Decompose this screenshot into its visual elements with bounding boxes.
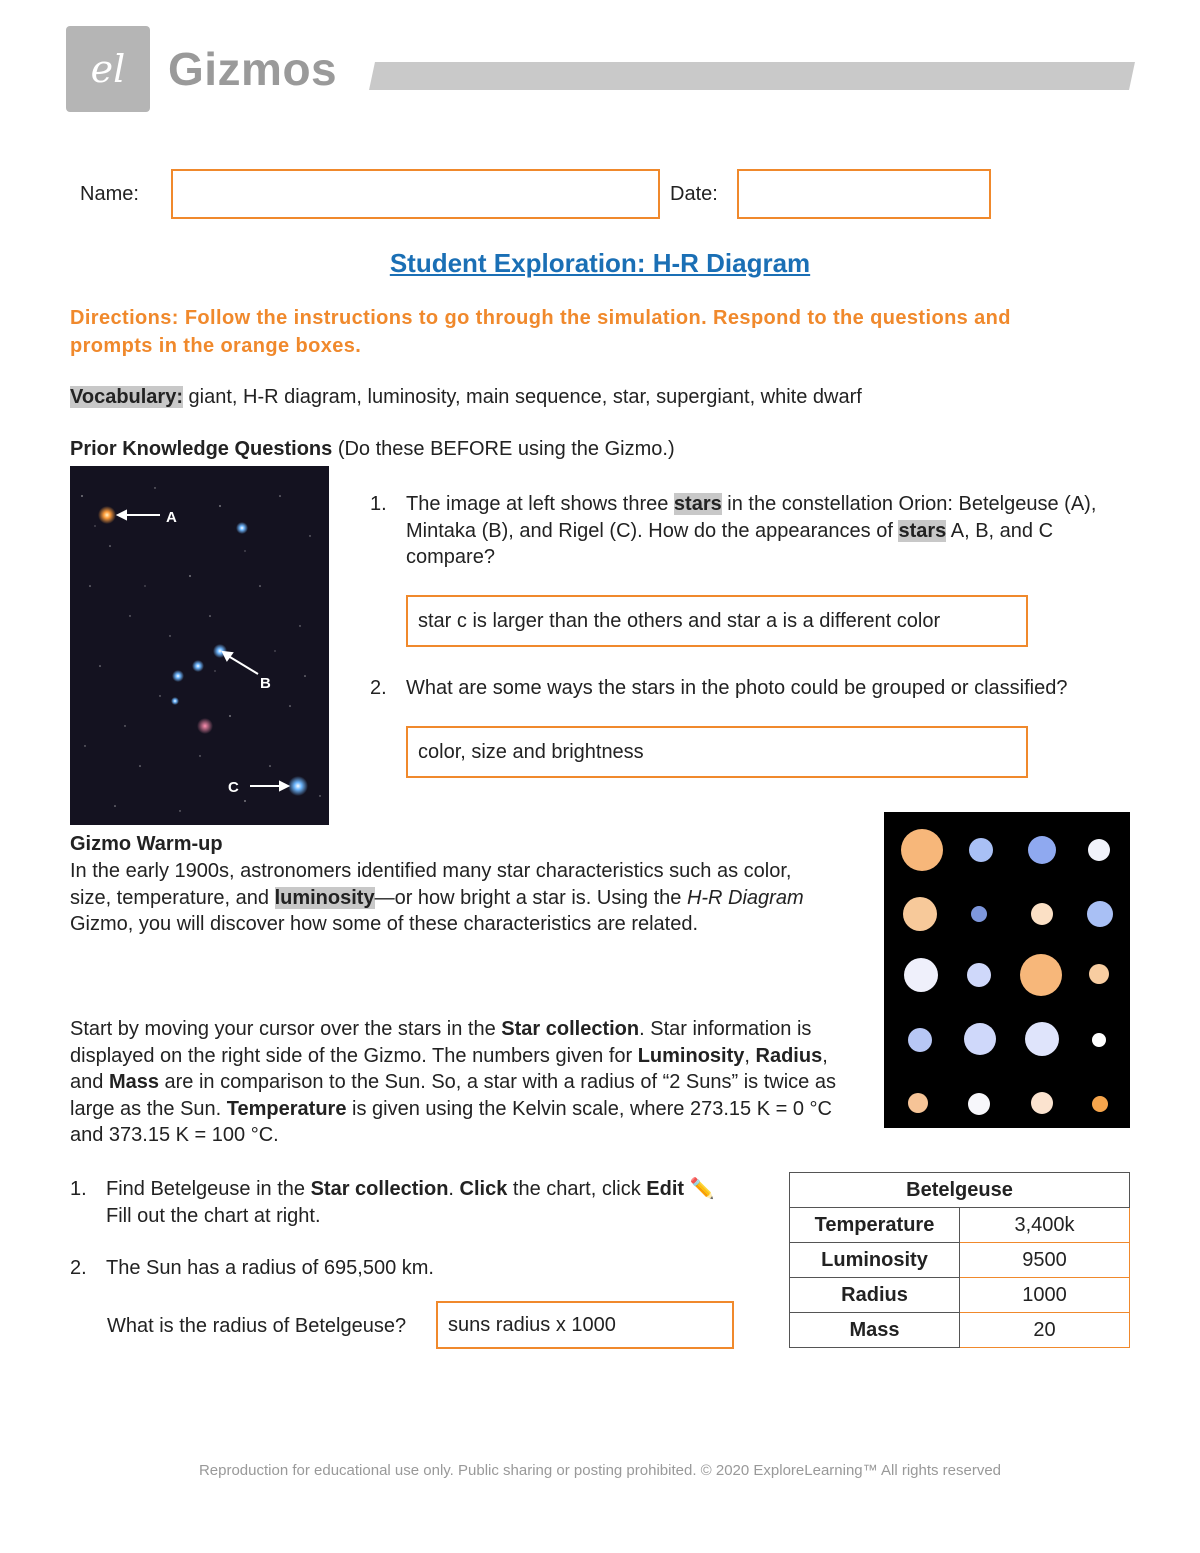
warmup-text: Gizmo, you will discover how some of these characteristics are related.: [70, 913, 699, 936]
step1-text-part: Find Betelgeuse in the: [106, 1178, 311, 1200]
table-value[interactable]: 20: [960, 1313, 1130, 1348]
footer: Reproduction for educational use only. Public sharing or posting prohibited. © 2020 ExploreLearning™ All rights reserved: [198, 1462, 1002, 1479]
star-dot: [971, 906, 987, 922]
star-dot: [1089, 964, 1109, 984]
warmup-text: . Star information is displayed on the right side of the Gizmo. The numbers given for: [70, 1018, 812, 1067]
star-dot: [1031, 903, 1053, 925]
header-bar: [369, 62, 1135, 90]
step1-bold: Edit: [646, 1178, 685, 1200]
table-row: [790, 1208, 1130, 1243]
star-dot: [901, 829, 943, 871]
step1-text-part: .: [448, 1178, 460, 1200]
step1-bold: Star collection: [310, 1178, 449, 1200]
orion-starfield: [70, 466, 329, 825]
warmup-paragraph-2: [70, 1016, 840, 1149]
step1-text: [106, 1176, 776, 1229]
q1-answer: star c is larger than the others and star a is a different color: [418, 610, 941, 632]
betelgeuse-table[interactable]: [789, 1172, 1130, 1348]
vocabulary-terms: giant, H-R diagram, luminosity, main sequence, star, supergiant, white dwarf: [183, 386, 862, 408]
table-label: Radius: [790, 1278, 960, 1313]
star-dot: [903, 897, 937, 931]
q1-highlight: stars: [673, 493, 722, 515]
warmup-text: ,: [744, 1044, 756, 1067]
warmup-bold: Star collection: [501, 1018, 640, 1040]
prior-note: (Do these BEFORE using the Gizmo.): [332, 438, 675, 460]
table-value[interactable]: 3,400k: [960, 1208, 1130, 1243]
table-row: [790, 1313, 1130, 1348]
table-row: [790, 1243, 1130, 1278]
star-dot: [1020, 954, 1062, 996]
q2-text: What are some ways the stars in the photo could be grouped or classified?: [406, 677, 1068, 699]
star-dot: [908, 1028, 932, 1052]
name-field[interactable]: [171, 169, 660, 219]
table-header-row: [790, 1173, 1130, 1208]
prior-heading: Prior Knowledge Questions: [70, 438, 333, 460]
q1-text-part: A, B, and C compare?: [406, 519, 1054, 569]
q2-answer: color, size and brightness: [418, 741, 644, 763]
star-dot: [967, 963, 991, 987]
star-dot: [1087, 901, 1113, 927]
star-dot: [964, 1023, 996, 1055]
warmup-text: —or how bright a star is. Using the: [374, 886, 687, 909]
table-title: Betelgeuse: [790, 1173, 1130, 1208]
date-field[interactable]: [737, 169, 991, 219]
logo-mark: el: [90, 47, 126, 91]
directions: Directions: Follow the instructions to go through the simulation. Respond to the questions and prompts in the orange boxes.: [70, 307, 1011, 357]
luminosity-highlight: luminosity: [274, 886, 375, 909]
warmup-heading: Gizmo Warm-up: [70, 833, 223, 855]
pencil-icon: ✏️: [689, 1178, 715, 1200]
warmup-text: , and: [70, 1044, 828, 1094]
table-value[interactable]: 1000: [960, 1278, 1130, 1313]
warmup-text: Start by moving your cursor over the stars in the: [70, 1018, 502, 1040]
table-value[interactable]: 9500: [960, 1243, 1130, 1278]
star-dot: [1025, 1022, 1059, 1056]
star-dot: [969, 838, 993, 862]
explorelearning-logo: [66, 26, 150, 112]
q1-text: [406, 491, 1130, 571]
star-collection-image: [884, 812, 1130, 1128]
step1-text-part: the chart, click: [507, 1178, 647, 1200]
step1-number: 1.: [70, 1178, 87, 1200]
star-label-c: C: [228, 779, 239, 796]
star-dot: [1088, 839, 1110, 861]
prior-knowledge: [70, 438, 1130, 461]
warmup-bold: Mass: [108, 1071, 159, 1094]
step2-answer: suns radius x 1000: [448, 1314, 616, 1336]
step2-number: 2.: [70, 1257, 87, 1279]
table-row: [790, 1278, 1130, 1313]
star-label-b: B: [260, 675, 271, 692]
warmup-text: is given using the Kelvin scale, where 273.15 K = 0 °C and 373.15 K = 100 °C.: [70, 1097, 832, 1147]
star-dot: [1092, 1033, 1106, 1047]
warmup-bold: Radius: [755, 1044, 823, 1067]
name-value: [173, 184, 183, 206]
warmup-bold: Luminosity: [637, 1044, 745, 1067]
table-label: Temperature: [790, 1208, 960, 1243]
step2-question: What is the radius of Betelgeuse?: [107, 1315, 407, 1337]
date-value: [739, 184, 749, 206]
orion-photo: [70, 466, 329, 825]
warmup-text: are in comparison to the Sun. So, a star with a radius of “2 Suns” is twice as large as the Sun.: [70, 1071, 836, 1120]
q2-number: 2.: [370, 677, 387, 699]
q2-answer-box[interactable]: [406, 726, 1028, 778]
table-label: Luminosity: [790, 1243, 960, 1278]
vocabulary: [70, 386, 1130, 409]
star-dot: [1028, 836, 1056, 864]
step1-bold: Click: [459, 1178, 508, 1200]
q1-answer-box[interactable]: [406, 595, 1028, 647]
date-label: Date:: [670, 183, 718, 205]
vocabulary-label: Vocabulary:: [70, 386, 183, 408]
star-dot: [968, 1093, 990, 1115]
star-dot: [908, 1093, 928, 1113]
brand-name: Gizmos: [168, 43, 338, 95]
step2-answer-box[interactable]: [436, 1301, 734, 1349]
page-title: Student Exploration: H-R Diagram: [389, 248, 811, 278]
q1-number: 1.: [370, 493, 387, 515]
gizmo-name: H-R Diagram: [686, 886, 804, 909]
warmup-paragraph-1: [70, 858, 830, 938]
q1-text-part: The image at left shows three: [406, 493, 674, 515]
step2-text: The Sun has a radius of 695,500 km.: [106, 1257, 434, 1279]
q1-highlight: stars: [898, 519, 947, 542]
star-label-a: A: [166, 509, 177, 526]
warmup-bold: Temperature: [226, 1097, 347, 1120]
step1-text-part: Fill out the chart at right.: [106, 1204, 321, 1227]
table-label: Mass: [790, 1313, 960, 1348]
star-dot: [904, 958, 938, 992]
name-label: Name:: [80, 183, 139, 205]
warmup-text: In the early 1900s, astronomers identified many star characteristics such as color, size, temperature, and: [70, 860, 792, 909]
star-dot: [1092, 1096, 1108, 1112]
star-dot: [1031, 1092, 1053, 1114]
q1-text-part: in the constellation Orion: Betelgeuse (A), Mintaka (B), and Rigel (C). How do the appearances of: [406, 493, 1097, 542]
